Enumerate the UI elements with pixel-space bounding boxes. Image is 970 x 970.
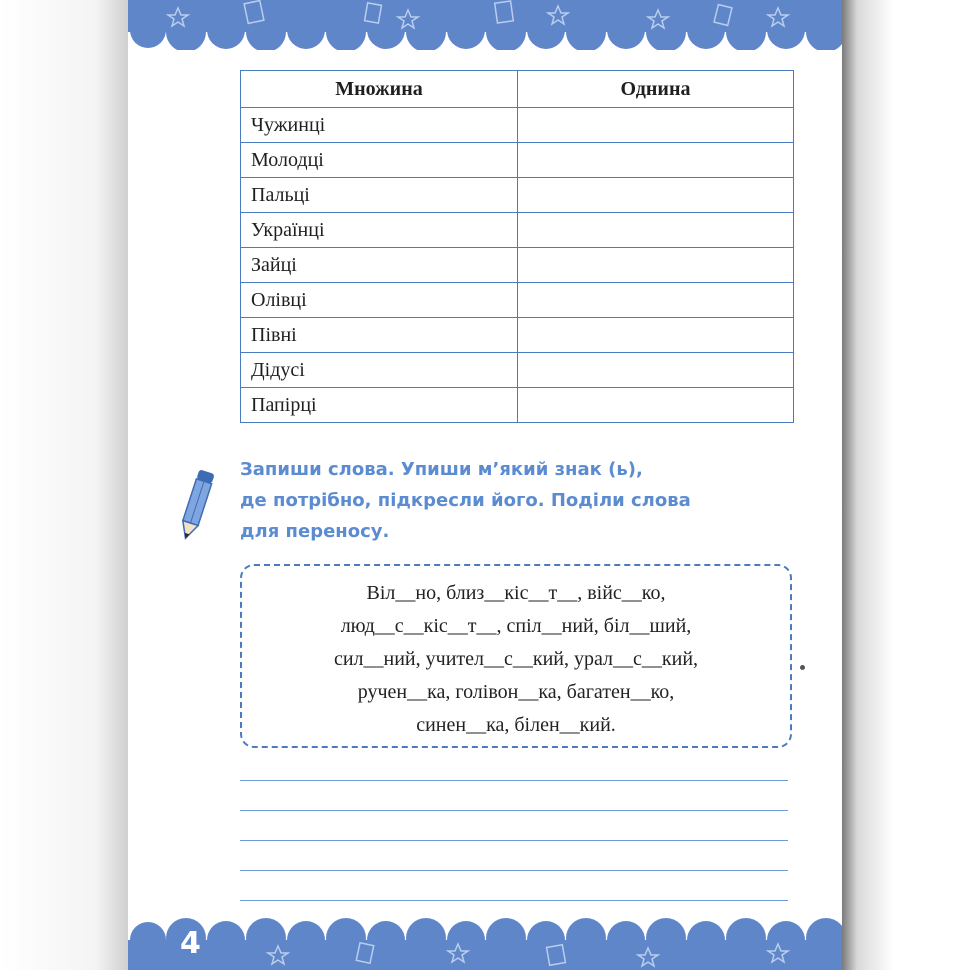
plural-word: Зайці — [241, 248, 518, 283]
stray-dot — [800, 665, 805, 670]
exercise-line: сил__ний, учител__с__кий, урал__с__кий, — [333, 648, 699, 670]
singular-answer-cell[interactable] — [518, 178, 794, 213]
singular-answer-cell[interactable] — [518, 318, 794, 353]
table-row — [241, 388, 794, 423]
top-decorative-band — [128, 0, 842, 50]
plural-singular-table — [240, 70, 794, 423]
table-row — [241, 213, 794, 248]
instruction-line: для переносу. — [240, 521, 390, 542]
table-row — [241, 178, 794, 213]
writing-line[interactable] — [240, 870, 788, 871]
plural-word: Дідусі — [241, 353, 518, 388]
exercise-line: люд__с__кіс__т__, спіл__ний, біл__ший, — [340, 615, 692, 637]
table-row — [241, 108, 794, 143]
table-header-row — [241, 71, 794, 108]
singular-answer-cell[interactable] — [518, 283, 794, 318]
singular-answer-cell[interactable] — [518, 353, 794, 388]
writing-line[interactable] — [240, 810, 788, 811]
writing-line[interactable] — [240, 900, 788, 901]
plural-word: Українці — [241, 213, 518, 248]
plural-word: Чужинці — [241, 108, 518, 143]
exercise-text — [240, 577, 792, 742]
task-instructions — [240, 454, 760, 547]
page-shadow-right — [842, 0, 970, 970]
singular-answer-cell[interactable] — [518, 213, 794, 248]
singular-answer-cell[interactable] — [518, 388, 794, 423]
writing-line[interactable] — [240, 780, 788, 781]
page-number: 4 — [180, 926, 201, 961]
exercise-line: Віл__но, близ__кіс__т__, війс__ко, — [366, 582, 666, 604]
answer-writing-area[interactable] — [240, 780, 788, 930]
table-row — [241, 283, 794, 318]
table-row — [241, 318, 794, 353]
plural-word: Пальці — [241, 178, 518, 213]
singular-answer-cell[interactable] — [518, 108, 794, 143]
singular-answer-cell[interactable] — [518, 248, 794, 283]
table-row — [241, 353, 794, 388]
header-plural: Множина — [241, 71, 518, 108]
plural-word: Молодці — [241, 143, 518, 178]
page-shadow-left — [0, 0, 128, 970]
plural-word: Півні — [241, 318, 518, 353]
writing-line[interactable] — [240, 840, 788, 841]
workbook-page — [128, 0, 842, 970]
instruction-line: де потрібно, підкресли його. Поділи слова — [240, 490, 691, 511]
instruction-line: Запиши слова. Упиши м’який знак (ь), — [240, 459, 643, 480]
bottom-decorative-band — [128, 914, 842, 970]
header-singular: Однина — [518, 71, 794, 108]
exercise-line: синен__ка, білен__кий. — [416, 714, 616, 736]
plural-word: Олівці — [241, 283, 518, 318]
exercise-line: ручен__ка, голівон__ка, багатен__ко, — [357, 681, 675, 703]
table-row — [241, 143, 794, 178]
pencil-icon — [176, 466, 216, 546]
table-row — [241, 248, 794, 283]
plural-word: Папірці — [241, 388, 518, 423]
singular-answer-cell[interactable] — [518, 143, 794, 178]
